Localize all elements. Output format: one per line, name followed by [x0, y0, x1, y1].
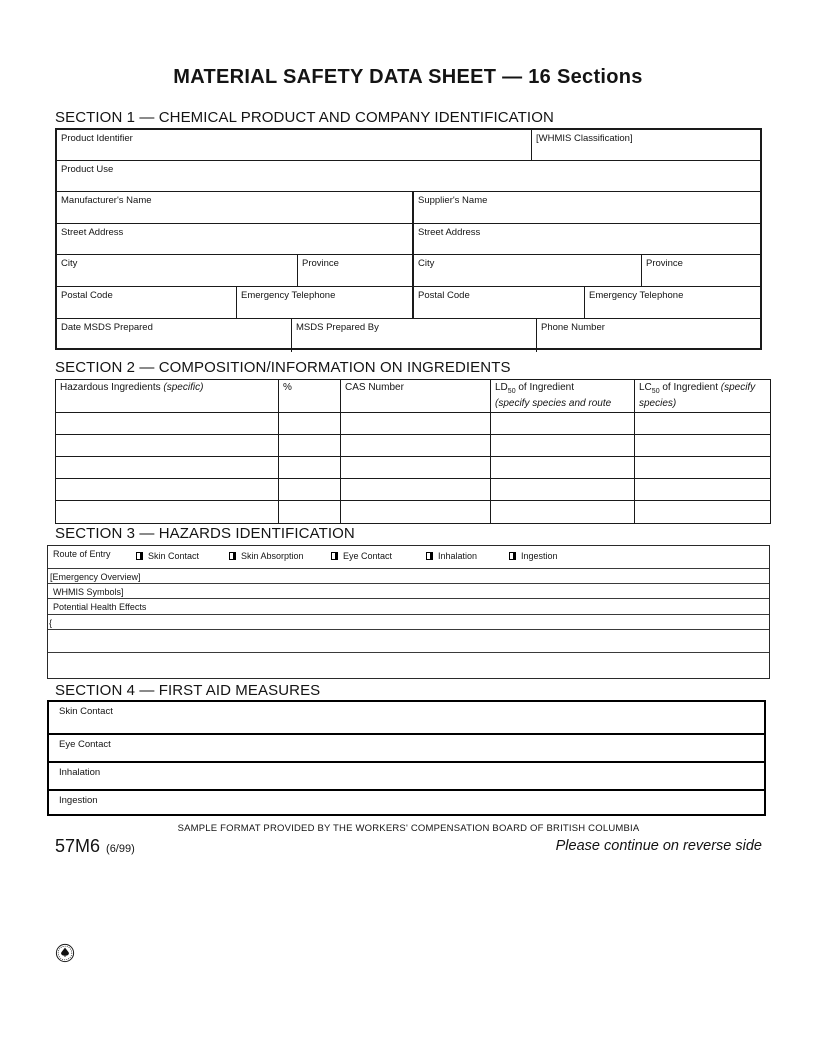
section2-ingredients-table: [55, 379, 771, 524]
ingredient-cell[interactable]: [56, 501, 279, 523]
potential-health-effects-field[interactable]: [48, 599, 769, 615]
table-row: [57, 287, 760, 319]
ingredients-header-row: [56, 380, 770, 413]
checkbox-skin-contact[interactable]: Skin Contact: [136, 551, 199, 561]
product-use-label: Product Use: [61, 164, 114, 175]
checkbox-eye-contact[interactable]: Eye Contact: [331, 551, 392, 561]
emergency-overview-field[interactable]: [48, 569, 769, 584]
col-cas-number: CAS Number: [341, 380, 491, 412]
supplier-city-field[interactable]: [414, 255, 642, 286]
inhalation-field[interactable]: [49, 763, 764, 791]
lc50-cell[interactable]: [635, 435, 770, 456]
col-ld50: $LD_{50}$ of Ingredient (specify species and route: [491, 380, 635, 412]
ld50-cell[interactable]: [491, 501, 635, 523]
brace-mark: {: [49, 618, 53, 628]
phone-number-field[interactable]: [537, 319, 760, 352]
section4-table: [47, 700, 766, 816]
manufacturer-province-field[interactable]: [298, 255, 412, 286]
skin-contact-field[interactable]: [49, 702, 764, 735]
route-of-entry-label: Route of Entry: [53, 549, 111, 559]
whmis-symbols-field[interactable]: [48, 584, 769, 599]
lc50-cell[interactable]: [635, 413, 770, 434]
table-row: [57, 224, 760, 255]
product-identifier-label: Product Identifier: [61, 133, 133, 144]
ingredient-row: [56, 435, 770, 457]
suppliers-name-field[interactable]: [414, 192, 760, 223]
cas-cell[interactable]: [341, 413, 491, 434]
whmis-classification-label: [WHMIS Classification]: [536, 133, 633, 144]
street-address-label: Street Address: [61, 227, 124, 238]
product-identifier-field[interactable]: [57, 130, 532, 160]
potential-health-effects-label: Potential Health Effects: [53, 602, 147, 612]
eye-contact-label: Eye Contact: [59, 739, 111, 750]
col-hazardous-ingredients: Hazardous Ingredients (specific): [56, 380, 279, 412]
postal-code-label: Postal Code: [61, 290, 113, 301]
manufacturers-name-field[interactable]: [57, 192, 414, 223]
table-row: [57, 192, 760, 224]
percent-cell[interactable]: [279, 435, 341, 456]
table-row: [57, 255, 760, 287]
date-msds-prepared-field[interactable]: [57, 319, 292, 352]
checkbox-icon[interactable]: [426, 552, 433, 560]
percent-cell[interactable]: [279, 501, 341, 523]
route-of-entry-row: [48, 546, 769, 569]
cas-cell[interactable]: [341, 479, 491, 500]
ingredient-cell[interactable]: [56, 479, 279, 500]
product-use-field[interactable]: [57, 161, 760, 191]
checkbox-icon[interactable]: [229, 552, 236, 560]
city-label: City: [418, 258, 435, 269]
recycled-paper-emblem-icon: [55, 943, 75, 963]
manufacturer-emergency-telephone-field[interactable]: [237, 287, 412, 318]
whmis-symbols-label: WHMIS Symbols]: [53, 587, 124, 597]
cas-cell[interactable]: [341, 501, 491, 523]
sample-format-note: SAMPLE FORMAT PROVIDED BY THE WORKERS' COMPENSATION BOARD OF BRITISH COLUMBIA: [177, 823, 640, 834]
checkbox-inhalation[interactable]: Inhalation: [426, 551, 477, 561]
section1-table: [55, 128, 762, 350]
postal-code-label: Postal Code: [418, 290, 470, 301]
cas-cell[interactable]: [341, 457, 491, 478]
supplier-street-address-field[interactable]: [414, 224, 760, 254]
lc50-cell[interactable]: [635, 501, 770, 523]
ingestion-label: Ingestion: [59, 795, 98, 806]
section4-heading: SECTION 4 — FIRST AID MEASURES: [55, 682, 321, 699]
cas-cell[interactable]: [341, 435, 491, 456]
checkbox-ingestion[interactable]: Ingestion: [509, 551, 558, 561]
province-label: Province: [646, 258, 683, 269]
supplier-emergency-telephone-field[interactable]: [585, 287, 760, 318]
health-effects-row[interactable]: [48, 653, 769, 678]
province-label: Province: [302, 258, 339, 269]
lc50-cell[interactable]: [635, 479, 770, 500]
eye-contact-field[interactable]: [49, 735, 764, 763]
inhalation-label: Inhalation: [59, 767, 101, 778]
msds-prepared-by-label: MSDS Prepared By: [296, 322, 379, 333]
col-lc50: $LC_{50}$ of Ingredient (specify species): [639, 382, 756, 409]
ld50-cell[interactable]: [491, 413, 635, 434]
skin-contact-label: Skin Contact: [59, 706, 113, 717]
section2-heading: SECTION 2 — COMPOSITION/INFORMATION ON INGREDIENTS: [55, 359, 511, 376]
ld50-cell[interactable]: [491, 479, 635, 500]
table-row: [57, 130, 760, 161]
health-effects-row[interactable]: [48, 630, 769, 653]
ld50-cell[interactable]: [491, 435, 635, 456]
section1-heading: SECTION 1 — CHEMICAL PRODUCT AND COMPANY IDENTIFICATION: [55, 109, 554, 126]
supplier-province-field[interactable]: [642, 255, 760, 286]
date-msds-prepared-label: Date MSDS Prepared: [61, 322, 153, 333]
msds-prepared-by-field[interactable]: [292, 319, 537, 352]
checkbox-icon[interactable]: [509, 552, 516, 560]
checkbox-skin-absorption[interactable]: Skin Absorption: [229, 551, 304, 561]
city-label: City: [61, 258, 78, 269]
table-row: [57, 161, 760, 192]
ingredient-row: [56, 457, 770, 479]
ingredient-cell[interactable]: [56, 413, 279, 434]
health-effects-row[interactable]: [48, 615, 769, 630]
continue-reverse-note: Please continue on reverse side: [555, 838, 762, 854]
percent-cell[interactable]: [279, 413, 341, 434]
emergency-telephone-label: Emergency Telephone: [241, 290, 336, 301]
manufacturers-name-label: Manufacturer's Name: [61, 195, 152, 206]
manufacturer-street-address-field[interactable]: [57, 224, 414, 254]
checkbox-icon[interactable]: [331, 552, 338, 560]
ingredient-row: [56, 479, 770, 501]
ld50-cell[interactable]: [491, 457, 635, 478]
ingredient-cell[interactable]: [56, 457, 279, 478]
ingredient-cell[interactable]: [56, 435, 279, 456]
section3-heading: SECTION 3 — HAZARDS IDENTIFICATION: [55, 525, 355, 542]
emergency-telephone-label: Emergency Telephone: [589, 290, 684, 301]
ingredient-row: [56, 413, 770, 435]
manufacturer-city-field[interactable]: [57, 255, 298, 286]
manufacturer-postal-code-field[interactable]: [57, 287, 237, 318]
phone-number-label: Phone Number: [541, 322, 605, 333]
col-percent: %: [279, 380, 341, 412]
form-number: 57M6 (6/99): [55, 836, 135, 856]
table-row: [57, 319, 760, 352]
supplier-postal-code-field[interactable]: [414, 287, 585, 318]
page-title: MATERIAL SAFETY DATA SHEET — 16 Sections: [173, 66, 643, 88]
suppliers-name-label: Supplier's Name: [418, 195, 488, 206]
form-revision: (6/99): [106, 843, 135, 855]
percent-cell[interactable]: [279, 457, 341, 478]
whmis-classification-field[interactable]: [532, 130, 760, 160]
checkbox-icon[interactable]: [136, 552, 143, 560]
percent-cell[interactable]: [279, 479, 341, 500]
section3-table: [47, 545, 770, 679]
emergency-overview-label: [Emergency Overview]: [50, 572, 141, 582]
street-address-label: Street Address: [418, 227, 481, 238]
lc50-cell[interactable]: [635, 457, 770, 478]
ingredient-row: [56, 501, 770, 523]
ingestion-field[interactable]: [49, 791, 764, 814]
